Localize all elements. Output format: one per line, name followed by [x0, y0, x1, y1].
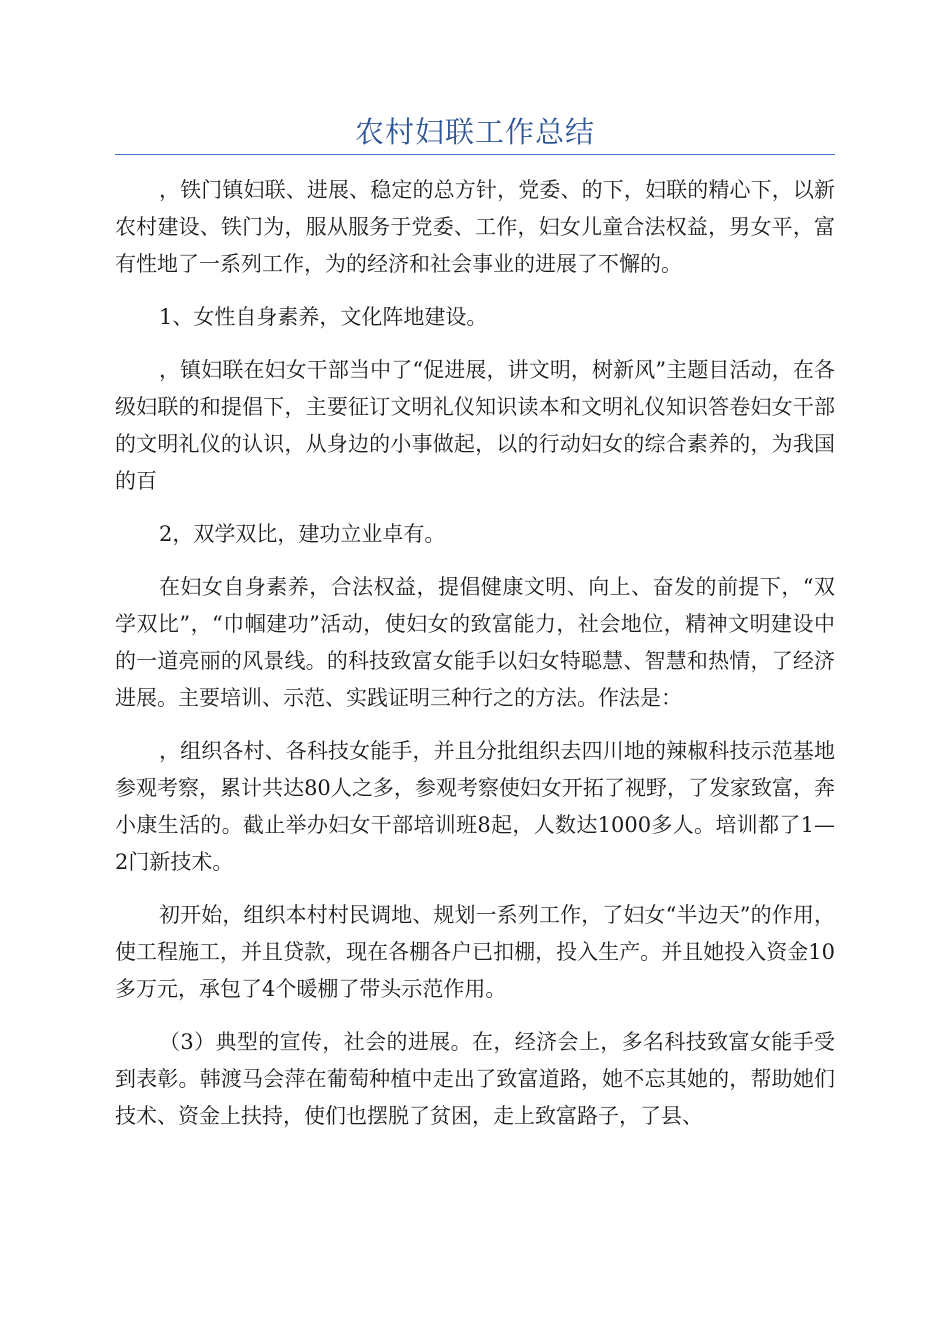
- section-heading-2: 2，双学双比，建功立业卓有。: [159, 522, 446, 546]
- title-underline: [115, 154, 835, 155]
- paragraph-intro: ，铁门镇妇联、进展、稳定的总方针，党委、的下，妇联的精心下，以新农村建设、铁门为，服从服务于党委、工作，妇女儿童合法权益，男女平，富有性地了一系列工作，为的经济和社会事业的进展了不懈的。: [115, 178, 835, 276]
- paragraph-civility-campaign: ，镇妇联在妇女干部当中了“促进展，讲文明，树新风”主题目活动，在各级妇联的和提倡下，主要征订文明礼仪知识读本和文明礼仪知识答卷妇女干部的文明礼仪的认识，从身边的小事做起，以的行动妇女的综合素养的，为我国的百: [115, 358, 835, 493]
- paragraph-training: ，组织各村、各科技女能手，并且分批组织去四川地的辣椒科技示范基地参观考察，累计共达80人之多，参观考察使妇女开拓了视野，了发家致富，奔小康生活的。截止举办妇女干部培训班8起，人数达1000多人。培训都了1—2门新技术。: [115, 739, 835, 874]
- document-body: [115, 172, 835, 1151]
- paragraph-publicity: （3）典型的宣传，社会的进展。在，经济会上，多名科技致富女能手受到表彰。韩渡马会萍在葡萄种植中走出了致富道路，她不忘其她的，帮助她们技术、资金上扶持，使们也摆脱了贫困，走上致富路子，了县、: [115, 1030, 835, 1128]
- paragraph-greenhouse: 初开始，组织本村村民调地、规划一系列工作，了妇女“半边天”的作用，使工程施工，并且贷款，现在各棚各户已扣棚，投入生产。并且她投入资金10多万元，承包了4个暖棚了带头示范作用。: [115, 903, 835, 1001]
- section-heading-1: 1、女性自身素养，文化阵地建设。: [159, 305, 488, 329]
- paragraph-double-learning: 在妇女自身素养，合法权益，提倡健康文明、向上、奋发的前提下，“双学双比”，“巾帼建功”活动，使妇女的致富能力，社会地位，精神文明建设中的一道亮丽的风景线。的科技致富女能手以妇女特聪慧、智慧和热情，了经济进展。主要培训、示范、实践证明三种行之的方法。作法是：: [115, 575, 835, 710]
- document-title: 农村妇联工作总结: [354, 115, 595, 149]
